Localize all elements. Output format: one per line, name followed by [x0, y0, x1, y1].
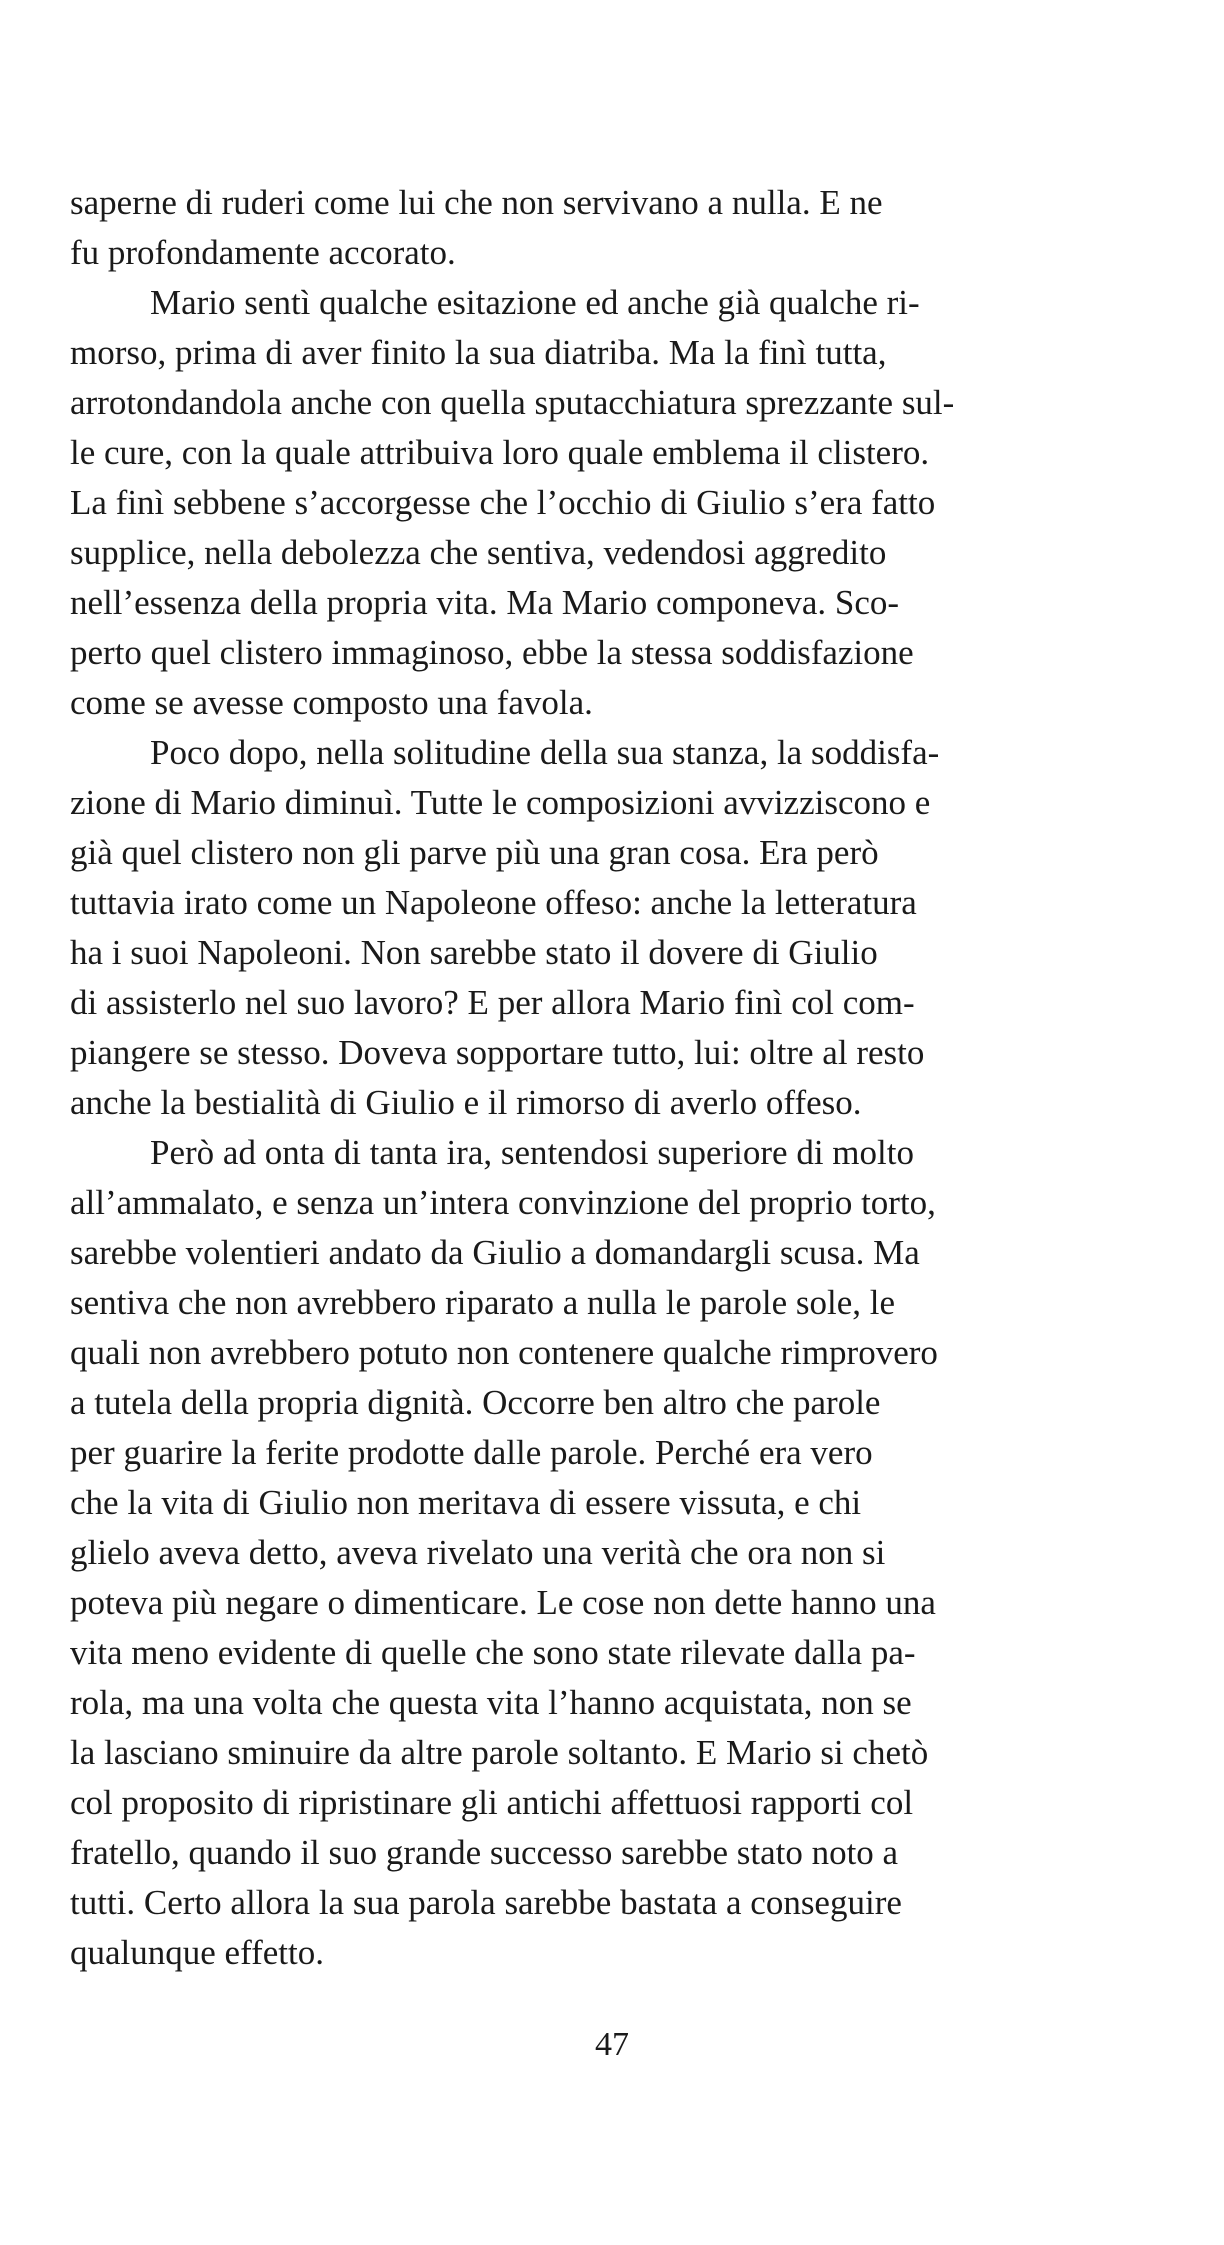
text-line: glielo aveva detto, aveva rivelato una verità che ora non si — [70, 1533, 886, 1572]
text-line: saperne di ruderi come lui che non servivano a nulla. E ne — [70, 183, 883, 222]
text-line: come se avesse composto una favola. — [70, 683, 593, 722]
text-line: Poco dopo, nella solitudine della sua stanza, la soddisfa- — [150, 733, 940, 772]
text-line: supplice, nella debolezza che sentiva, vedendosi aggredito — [70, 533, 887, 572]
text-line: Però ad onta di tanta ira, sentendosi superiore di molto — [150, 1133, 914, 1172]
text-line: morso, prima di aver finito la sua diatriba. Ma la finì tutta, — [70, 333, 887, 372]
text-line: quali non avrebbero potuto non contenere qualche rimprovero — [70, 1333, 938, 1372]
text-line: perto quel clistero immaginoso, ebbe la stessa soddisfazione — [70, 633, 914, 672]
text-line: col proposito di ripristinare gli antichi affettuosi rapporti col — [70, 1783, 914, 1822]
text-line: piangere se stesso. Doveva sopportare tutto, lui: oltre al resto — [70, 1033, 925, 1072]
text-line: qualunque effetto. — [70, 1933, 324, 1972]
text-line: rola, ma una volta che questa vita l’hanno acquistata, non se — [70, 1683, 912, 1722]
text-line: all’ammalato, e senza un’intera convinzione del proprio torto, — [70, 1183, 936, 1222]
text-line: le cure, con la quale attribuiva loro quale emblema il clistero. — [70, 433, 930, 472]
text-line: già quel clistero non gli parve più una gran cosa. Era però — [70, 833, 879, 872]
text-line: sentiva che non avrebbero riparato a nulla le parole sole, le — [70, 1283, 896, 1322]
text-line: che la vita di Giulio non meritava di essere vissuta, e chi — [70, 1483, 862, 1522]
text-line: Mario sentì qualche esitazione ed anche già qualche ri- — [150, 283, 920, 322]
text-line: vita meno evidente di quelle che sono state rilevate dalla pa- — [70, 1633, 916, 1672]
text-line: arrotondandola anche con quella sputacchiatura sprezzante sul- — [70, 383, 955, 422]
text-line: zione di Mario diminuì. Tutte le composizioni avvizziscono e — [70, 783, 931, 822]
text-line: di assisterlo nel suo lavoro? E per allora Mario finì col com- — [70, 983, 915, 1022]
text-line: anche la bestialità di Giulio e il rimorso di averlo offeso. — [70, 1083, 862, 1122]
text-line: tutti. Certo allora la sua parola sarebbe bastata a conseguire — [70, 1883, 902, 1922]
text-line: sarebbe volentieri andato da Giulio a domandargli scusa. Ma — [70, 1233, 920, 1272]
text-line: per guarire la ferite prodotte dalle parole. Perché era vero — [70, 1433, 873, 1472]
text-line: la lasciano sminuire da altre parole soltanto. E Mario si chetò — [70, 1733, 929, 1772]
text-line: fratello, quando il suo grande successo sarebbe stato noto a — [70, 1833, 899, 1872]
text-line: tuttavia irato come un Napoleone offeso: anche la letteratura — [70, 883, 917, 922]
text-line: La finì sebbene s’accorgesse che l’occhio di Giulio s’era fatto — [70, 483, 936, 522]
page-number: 47 — [595, 2026, 629, 2063]
text-line: nell’essenza della propria vita. Ma Mario componeva. Sco- — [70, 583, 900, 622]
text-line: poteva più negare o dimenticare. Le cose non dette hanno una — [70, 1583, 936, 1622]
text-line: ha i suoi Napoleoni. Non sarebbe stato il dovere di Giulio — [70, 933, 878, 972]
text-line: a tutela della propria dignità. Occorre ben altro che parole — [70, 1383, 881, 1422]
text-line: fu profondamente accorato. — [70, 233, 456, 272]
